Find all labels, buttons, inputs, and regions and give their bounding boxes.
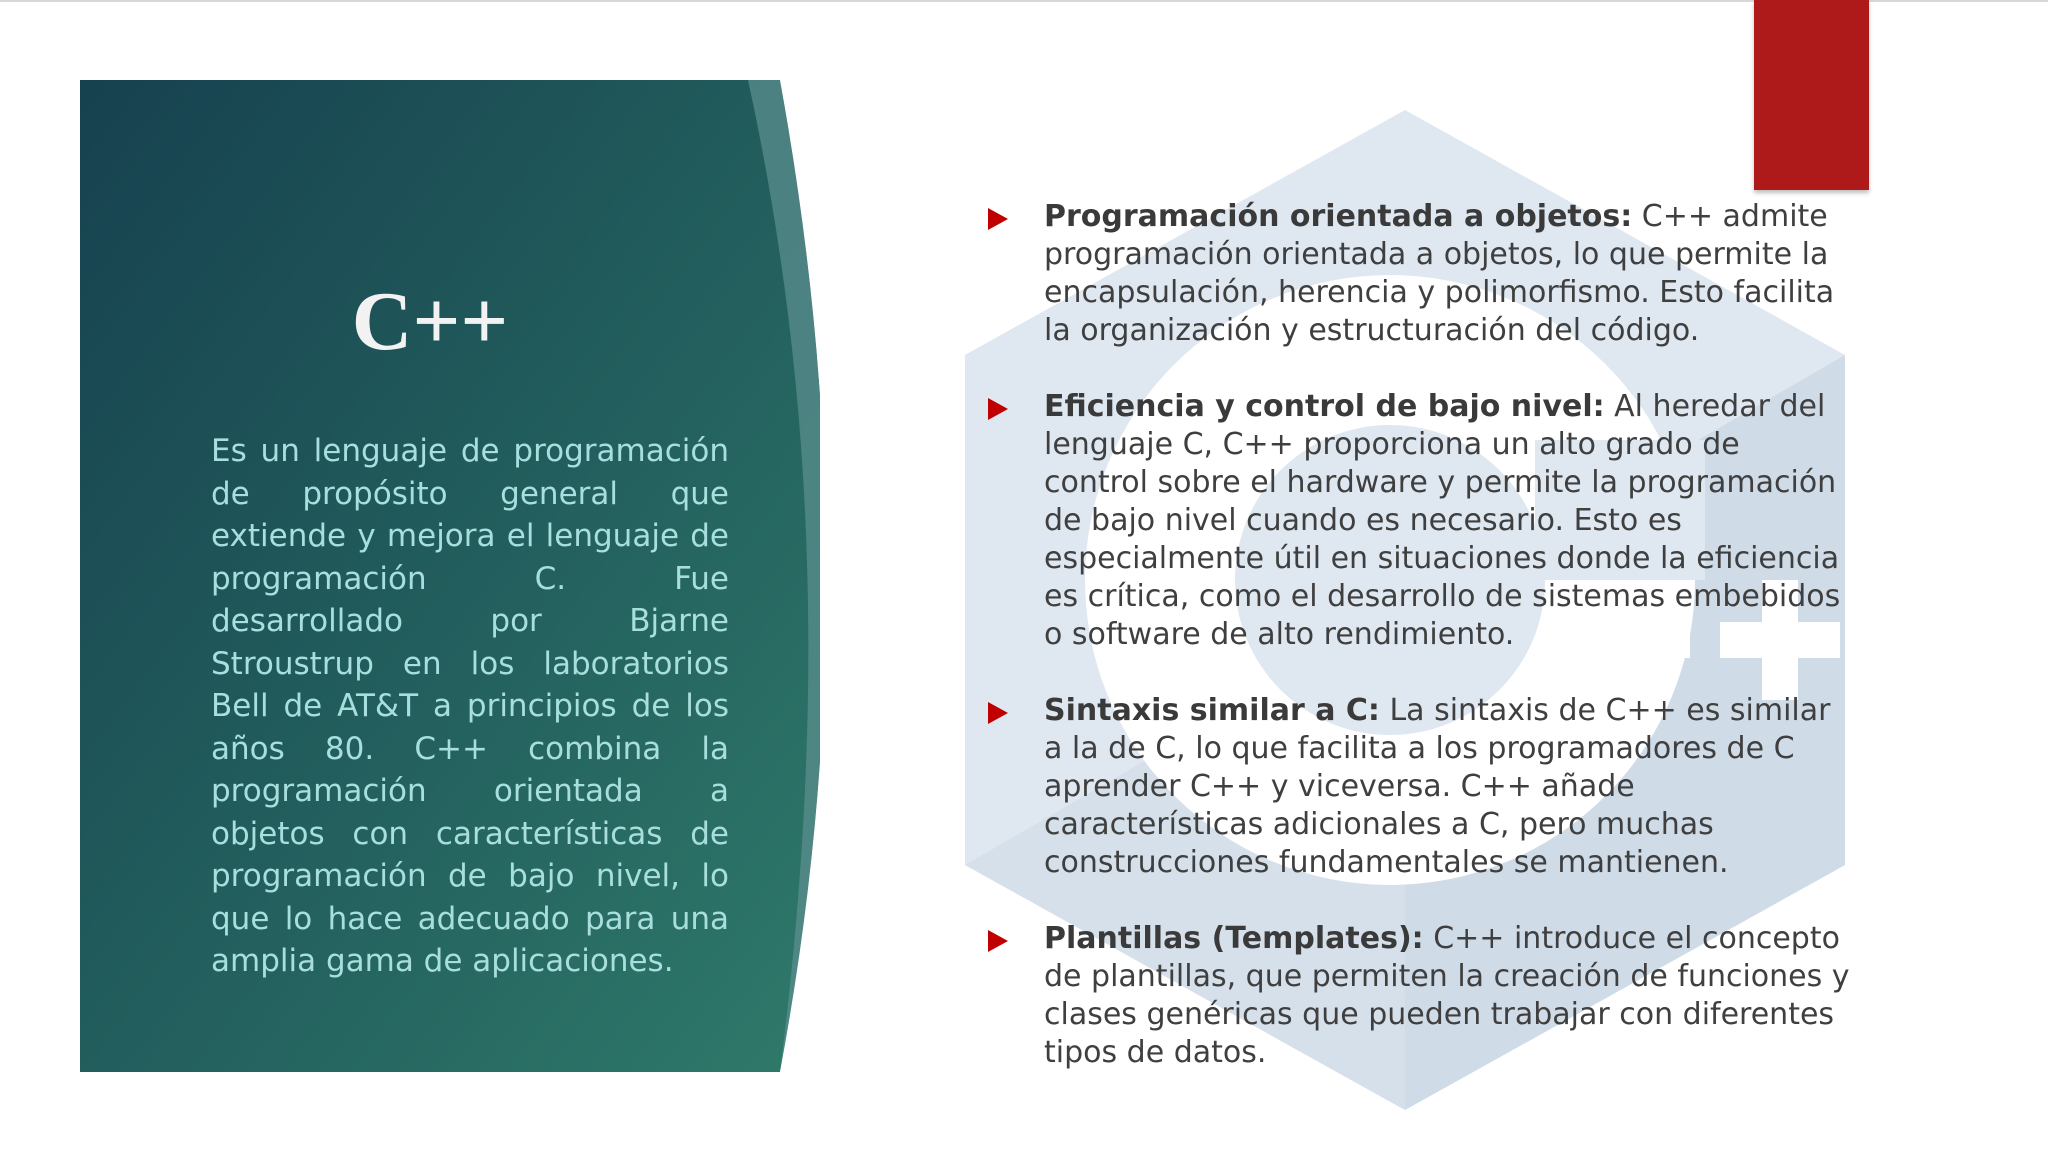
bullet-text: C++ introduce el concepto de plantillas, que permiten la creación de funciones y clases genéricas que pueden trabajar con diferentes tipos de datos. (1044, 921, 1850, 1070)
red-accent-tab (1754, 0, 1869, 190)
bullet-heading: Programación orientada a objetos: (1044, 199, 1633, 234)
bullet-heading: Sintaxis similar a C: (1044, 693, 1380, 728)
bullet-heading: Plantillas (Templates): (1044, 921, 1424, 956)
bullet-text: Al heredar del lenguaje C, C++ proporciona un alto grado de control sobre el hardware y permite la programación de bajo nivel cuando es necesario. Esto es especialmente útil en situaciones donde la eficiencia es crítica, como el desarrollo de sistemas embebidos o software de alto rendimiento. (1044, 389, 1841, 652)
left-panel (80, 80, 820, 1072)
bullet-heading: Eficiencia y control de bajo nivel: (1044, 389, 1605, 424)
triangle-bullet-icon (988, 208, 1008, 230)
triangle-bullet-icon (988, 930, 1008, 952)
slide-title: C++ (351, 275, 509, 368)
triangle-bullet-icon (988, 702, 1008, 724)
bullet-text: La sintaxis de C++ es similar a la de C, lo que facilita a los programadores de C aprender C++ y viceversa. C++ añade características adicionales a C, pero muchas construcciones fundamentales se mantienen. (1044, 693, 1831, 880)
bullet-text: C++ admite programación orientada a objetos, lo que permite la encapsulación, herencia y polimorfismo. Esto facilita la organización y estructuración del código. (1044, 199, 1835, 348)
bullet-item-sintaxis (980, 692, 1850, 882)
triangle-bullet-icon (988, 398, 1008, 420)
bullet-item-eficiencia (980, 388, 1850, 654)
feature-bullet-list (980, 198, 1850, 1110)
bullet-item-plantillas (980, 920, 1850, 1072)
left-description: Es un lenguaje de programación de propósito general que extiende y mejora el lenguaje de programación C. Fue desarrollado por Bjarne Stroustrup en los laboratorios Bell de AT&T a principios de los años 80. C++ combina la programación orientada a objetos con características de programación de bajo nivel, lo que lo hace adecuado para una amplia gama de aplicaciones. (211, 433, 729, 979)
bullet-item-poo (980, 198, 1850, 350)
